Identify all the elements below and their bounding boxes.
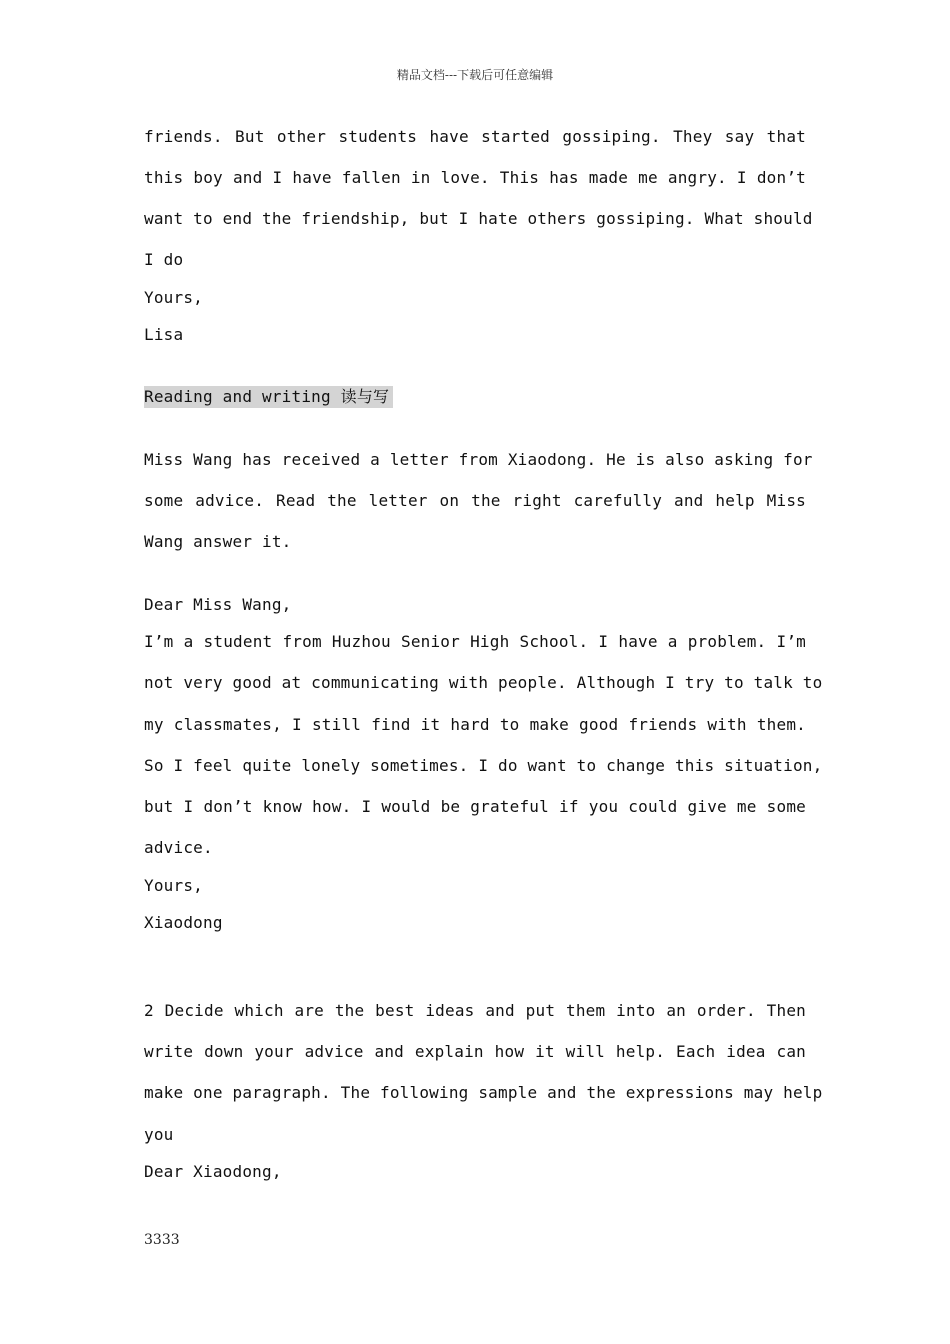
text-line: but I don’t know how. I would be grateful if you could give me some bbox=[144, 797, 806, 816]
page-number: 3333 bbox=[144, 1232, 180, 1248]
letter-lisa-body bbox=[144, 126, 806, 148]
text-line-wrap bbox=[144, 249, 806, 271]
letter-signature: Lisa bbox=[144, 325, 184, 344]
letter-salutation-wrap bbox=[144, 1161, 806, 1183]
letter-closing-wrap bbox=[144, 287, 806, 309]
text-line-wrap bbox=[144, 672, 823, 694]
letter-salutation-wrap bbox=[144, 594, 806, 616]
text-line: this boy and I have fallen in love. This has made me angry. I don’t bbox=[144, 168, 806, 187]
text-line: some advice. Read the letter on the right carefully and help Miss bbox=[144, 491, 806, 510]
letter-signature-wrap bbox=[144, 324, 806, 346]
section-heading: Reading and writing 读与写 bbox=[144, 386, 393, 408]
text-line-wrap bbox=[144, 714, 806, 736]
letter-xiaodong-body bbox=[144, 631, 806, 653]
text-line-wrap bbox=[144, 796, 806, 818]
text-line-wrap bbox=[144, 1082, 823, 1104]
text-line: not very good at communicating with people. Although I try to talk to bbox=[144, 673, 823, 692]
text-line-wrap bbox=[144, 208, 813, 230]
text-line: So I feel quite lonely sometimes. I do want to change this situation, bbox=[144, 756, 823, 775]
text-line: friends. But other students have started gossiping. They say that bbox=[144, 127, 806, 146]
text-line-wrap bbox=[144, 1041, 806, 1063]
text-line: advice. bbox=[144, 838, 213, 857]
text-line: 2 Decide which are the best ideas and put them into an order. Then bbox=[144, 1001, 806, 1020]
letter-closing: Yours, bbox=[144, 876, 203, 895]
intro-paragraph bbox=[144, 449, 813, 471]
text-line: I do bbox=[144, 250, 184, 269]
letter-closing-wrap bbox=[144, 875, 806, 897]
text-line: Miss Wang has received a letter from Xiaodong. He is also asking for bbox=[144, 450, 813, 469]
text-line-wrap bbox=[144, 837, 806, 859]
text-line-wrap bbox=[144, 1124, 806, 1146]
text-line-wrap bbox=[144, 490, 806, 512]
text-line: I’m a student from Huzhou Senior High School. I have a problem. I’m bbox=[144, 632, 806, 651]
text-line-wrap bbox=[144, 755, 823, 777]
letter-signature: Xiaodong bbox=[144, 913, 223, 932]
text-line: make one paragraph. The following sample and the expressions may help bbox=[144, 1083, 823, 1102]
page-header: 精品文档---下载后可任意编辑 bbox=[396, 68, 554, 82]
letter-signature-wrap bbox=[144, 912, 806, 934]
letter-salutation: Dear Miss Wang, bbox=[144, 595, 292, 614]
text-line: Wang answer it. bbox=[144, 532, 292, 551]
section-heading-wrap bbox=[144, 386, 806, 408]
task-paragraph bbox=[144, 1000, 806, 1022]
text-line: want to end the friendship, but I hate others gossiping. What should bbox=[144, 209, 813, 228]
letter-salutation: Dear Xiaodong, bbox=[144, 1162, 282, 1181]
text-line: my classmates, I still find it hard to make good friends with them. bbox=[144, 715, 806, 734]
text-line: you bbox=[144, 1125, 174, 1144]
text-line-wrap bbox=[144, 531, 806, 553]
text-line: write down your advice and explain how it will help. Each idea can bbox=[144, 1042, 806, 1061]
text-line-wrap bbox=[144, 167, 806, 189]
letter-closing: Yours, bbox=[144, 288, 203, 307]
